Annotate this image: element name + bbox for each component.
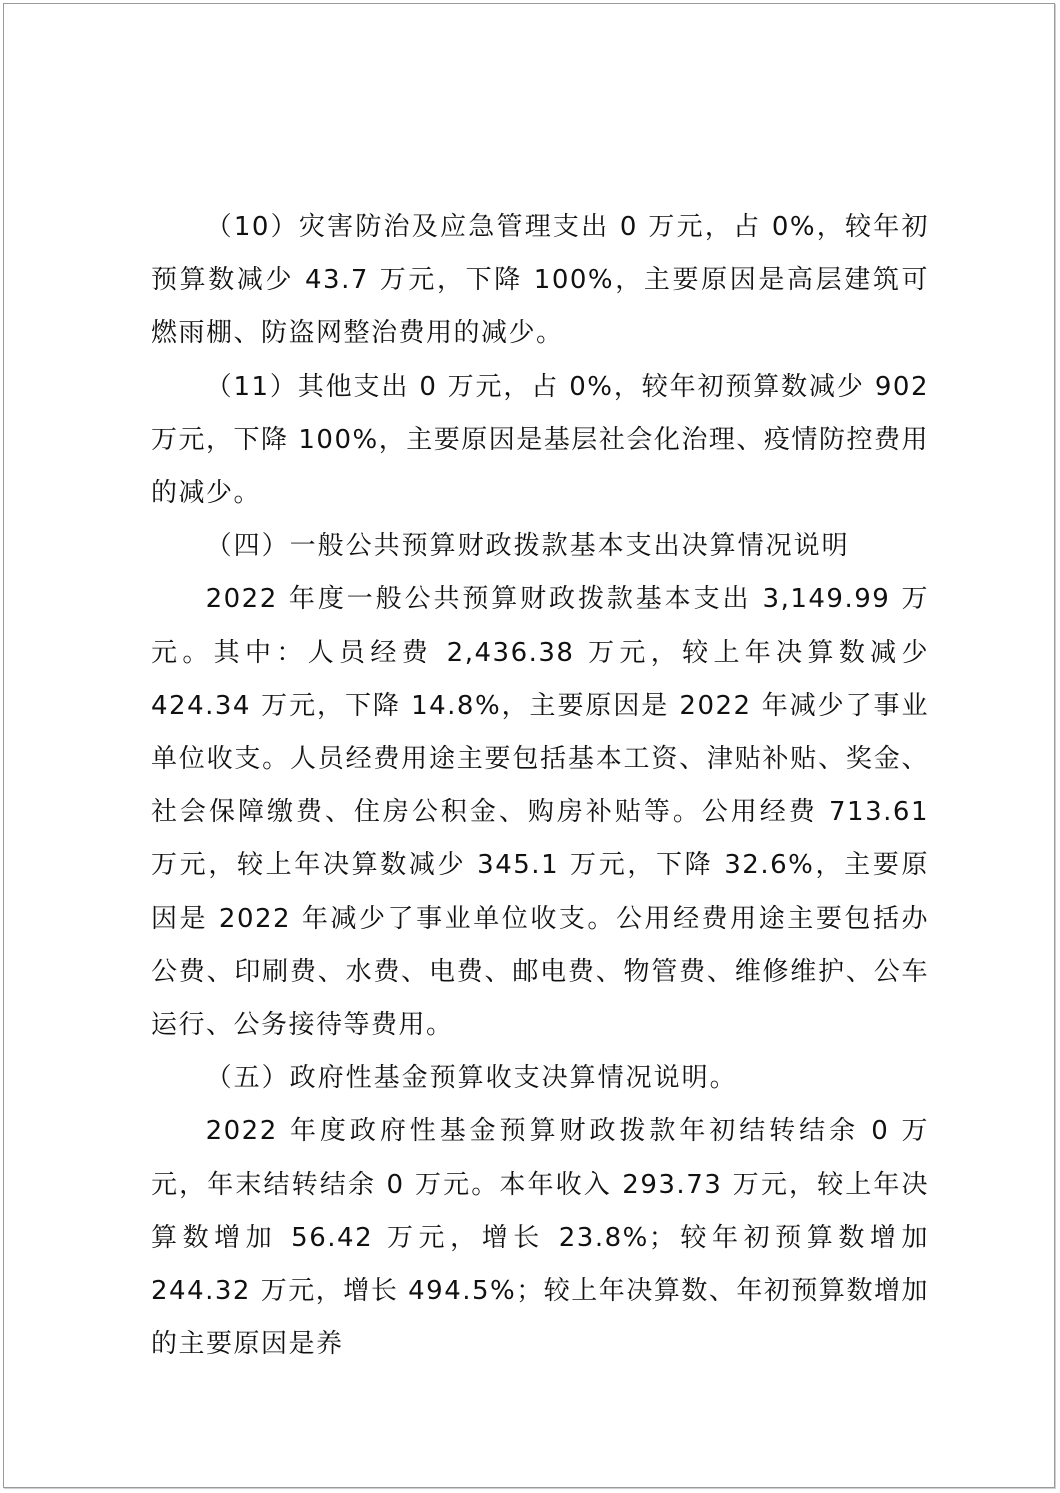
section-heading-government-fund: （五）政府性基金预算收支决算情况说明。 — [205, 1063, 738, 1094]
document-page — [3, 3, 1055, 1488]
paragraph-other-expenditure: （11）其他支出 0 万元，占 0%，较年初预算数减少 902 万元，下降 100%，主要原因是基层社会化治理、疫情防控费用的减少。 — [151, 371, 929, 509]
paragraph-government-fund: 2022 年度政府性基金预算财政拨款年初结转结余 0 万元，年末结转结余 0 万元。本年收入 293.73 万元，较上年决算数增加 56.42 万元，增长 23.8%；较年初预算数增加 244.32 万元，增长 494.5%；较上年决算数、年初预算数增加的主要原因是养 — [151, 1116, 929, 1360]
document-body — [151, 201, 929, 1371]
paragraph-basic-expenditure: 2022 年度一般公共预算财政拨款基本支出 3,149.99 万元。其中：人员经费 2,436.38 万元，较上年决算数减少 424.34 万元，下降 14.8%，主要原因是 2022 年减少了事业单位收支。人员经费用途主要包括基本工资、津贴补贴、奖金、社会保障缴费、住房公积金、购房补贴等。公用经费 713.61 万元，较上年决算数减少 345.1 万元，下降 32.6%，主要原因是 2022 年减少了事业单位收支。公用经费用途主要包括办公费、印刷费、水费、电费、邮电费、物管费、维修维护、公车运行、公务接待等费用。 — [151, 584, 929, 1041]
paragraph-disaster-prevention-expenditure: （10）灾害防治及应急管理支出 0 万元，占 0%，较年初预算数减少 43.7 万元，下降 100%，主要原因是高层建筑可燃雨棚、防盗网整治费用的减少。 — [151, 212, 929, 349]
section-heading-basic-expenditure: （四）一般公共预算财政拨款基本支出决算情况说明 — [205, 531, 850, 562]
